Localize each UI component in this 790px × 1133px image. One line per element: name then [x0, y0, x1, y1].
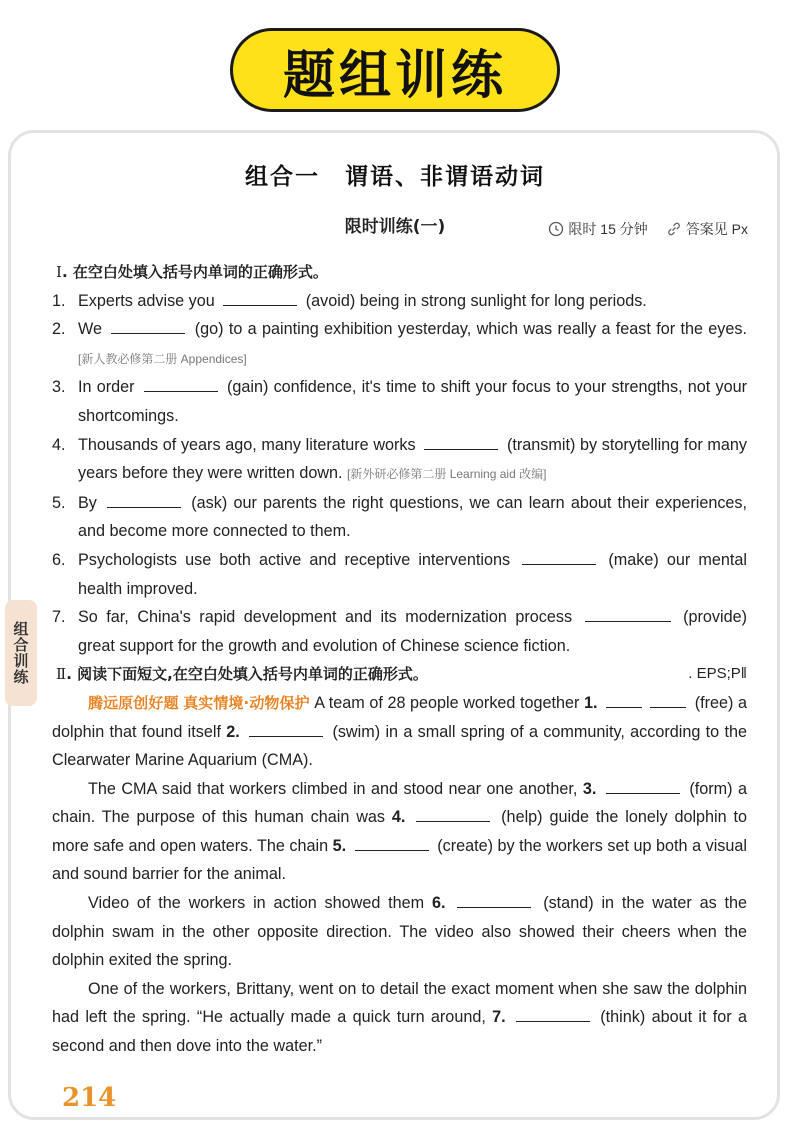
answer-blank[interactable]	[416, 821, 490, 822]
answer-blank[interactable]	[606, 793, 680, 794]
passage-paragraph-4: One of the workers, Brittany, went on to detail the exact moment when she saw the dolphin had left the spring. “He actually made a quick turn around, 7. (think) about it for a second and then dove into the water.”	[52, 979, 747, 1056]
question-1: 1. Experts advise you (avoid) being in strong sunlight for long periods.	[52, 291, 647, 310]
link-icon	[666, 221, 682, 237]
answer-reference: 答案见 Px	[685, 221, 748, 237]
question-4: 4. Thousands of years ago, many literature works (transmit) by storytelling for many years before they were written down. [新外研必修第二册 Learning aid 改编]	[52, 435, 748, 483]
answer-blank[interactable]	[650, 707, 686, 708]
banner-title: 题组训练	[282, 45, 507, 106]
context-tag: 真实情境·动物保护	[183, 693, 310, 712]
side-tab: 组合训练	[5, 600, 37, 706]
answer-blank[interactable]	[516, 1021, 590, 1022]
answer-blank[interactable]	[111, 333, 185, 334]
passage-paragraph-2: The CMA said that workers climbed in and stood near one another, 3. (form) a chain. The purpose of this human chain was 4. (help) guide the lonely dolphin to more safe and open waters. The chain 5. (create) by the workers set up both a visual and sound barrier for the animal.	[52, 779, 748, 884]
answer-blank[interactable]	[457, 907, 531, 908]
source-note: [新人教必修第二册 Appendices]	[78, 351, 247, 366]
answer-blank[interactable]	[355, 850, 429, 851]
title-banner	[230, 28, 560, 112]
section-title: 组合一 谓语、非谓语动词	[245, 163, 545, 190]
question-3: 3. In order (gain) confidence, it's time to shift your focus to your strengths, not your shortcomings.	[52, 378, 748, 425]
answer-blank[interactable]	[522, 564, 596, 565]
page-number: 214	[62, 1083, 117, 1113]
question-6: 6. Psychologists use both active and receptive interventions (make) our mental health improved.	[52, 550, 748, 598]
answer-blank[interactable]	[144, 391, 218, 392]
question-5: 5. By (ask) our parents the right questions, we can learn about their experiences, and become more connected to them.	[52, 493, 748, 541]
clock-icon	[548, 221, 564, 237]
set-title: 限时训练(一)	[344, 217, 446, 237]
answer-blank[interactable]	[107, 507, 181, 508]
part2-heading: Ⅱ. 阅读下面短文,在空白处填入括号内单词的正确形式。 . EPS;P‖	[52, 660, 747, 689]
answer-blank[interactable]	[424, 449, 498, 450]
source-note: [新外研必修第二册 Learning aid 改编]	[347, 467, 547, 482]
passage-paragraph-3: Video of the workers in action showed them 6. (stand) in the water as the dolphin swam in the other opposite direction. The video also showed their cheers when the dolphin exited the spring.	[52, 894, 748, 970]
exercise-content	[52, 258, 747, 1061]
meta-info	[548, 219, 748, 239]
source-tag: 腾远原创好题	[88, 693, 179, 712]
part1-heading: Ⅰ. 在空白处填入括号内单词的正确形式。	[56, 263, 328, 281]
eps-marker: . EPS;P‖	[688, 665, 747, 683]
time-limit: 限时 15 分钟	[568, 221, 648, 237]
question-2: 2. We (go) to a painting exhibition yesterday, which was really a feast for the eyes. [新人教必修第二册 Appendices]	[52, 320, 747, 366]
answer-blank[interactable]	[249, 736, 323, 737]
question-7: 7. So far, China's rapid development and its modernization process (provide) great support for the growth and evolution of Chinese science fiction.	[52, 608, 747, 655]
answer-blank[interactable]	[606, 707, 642, 708]
answer-blank[interactable]	[585, 621, 671, 622]
answer-blank[interactable]	[223, 305, 297, 306]
passage-paragraph-1: 腾远原创好题 真实情境·动物保护 A team of 28 people worked together 1. (free) a dolphin that found itself 2. (swim) in a small spring of a community, according to the Clearwater Marine Aquarium (CMA).	[52, 693, 748, 770]
